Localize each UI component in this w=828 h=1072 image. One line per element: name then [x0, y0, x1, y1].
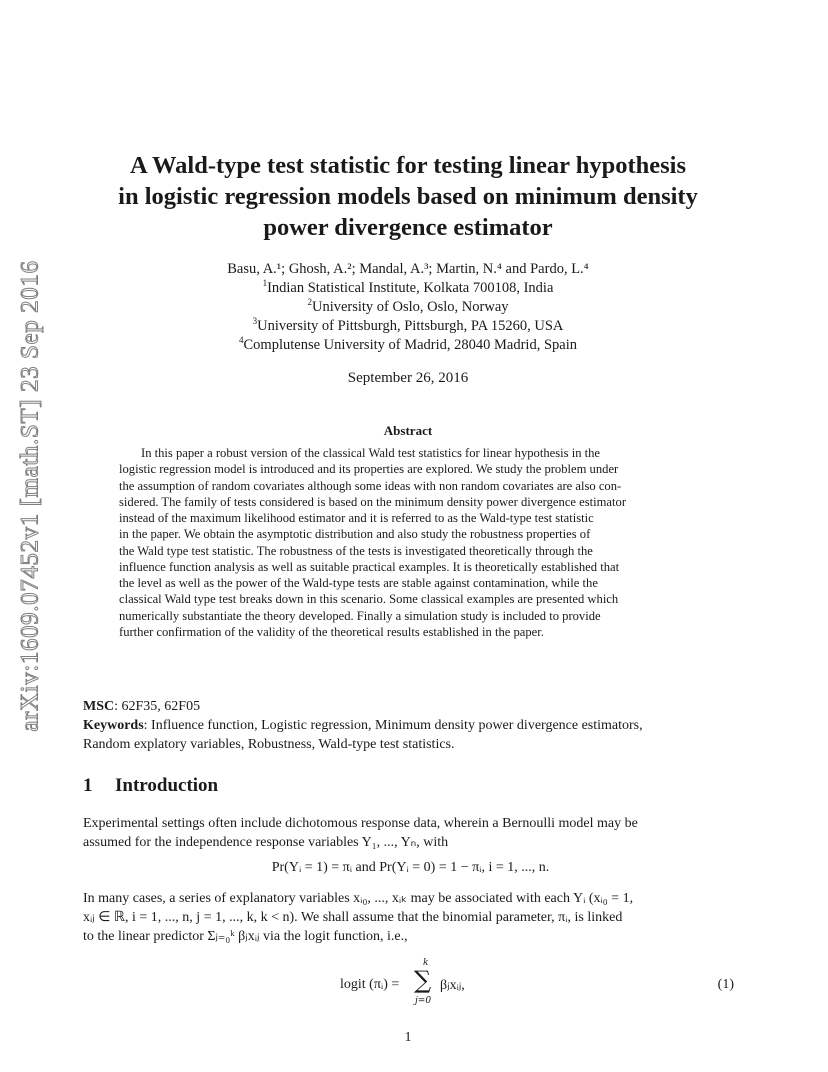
author-block — [60, 260, 756, 355]
paragraph — [83, 889, 738, 946]
title-line: in logistic regression models based on minimum density — [118, 183, 698, 210]
section-title: Introduction — [115, 775, 219, 796]
section-number: 1 — [83, 775, 93, 796]
paragraph-line: assumed for the independence response variables Y₁, ..., Yₙ, with — [83, 835, 449, 850]
abstract-line: instead of the maximum likelihood estimator and it is referred to as the Wald-type test statistic — [119, 511, 594, 525]
classification-block — [83, 697, 743, 754]
equation-number: (1) — [717, 977, 734, 992]
paper-title — [60, 150, 756, 243]
paragraph — [83, 814, 738, 852]
keywords-value: : Influence function, Logistic regression, Minimum density power divergence estimators, — [143, 718, 643, 733]
keywords-line — [83, 716, 743, 735]
msc-label: MSC — [83, 699, 115, 714]
affiliation: $^2$University of Oslo, Oslo, Norway — [307, 297, 509, 315]
abstract-line: the Wald type test statistic. The robustness of the tests is investigated theoretically through the — [119, 543, 593, 558]
abstract-line: In this paper a robust version of the classical Wald test statistics for linear hypothesis in the — [141, 446, 601, 460]
title-line: A Wald-type test statistic for testing linear hypothesis — [129, 152, 686, 179]
arxiv-identifier: arXiv:1609.07452v1 [math.ST] 23 Sep 2016 — [17, 260, 44, 732]
msc-value: : 62F35, 62F05 — [114, 699, 201, 714]
paragraph-line: xᵢⱼ ∈ ℝ, i = 1, ..., n, j = 1, ..., k, k < n). We shall assume that the binomial parameter, πᵢ, is linked — [83, 910, 623, 925]
sum-lower-limit: j=0 — [415, 996, 432, 1006]
summation — [412, 958, 442, 1008]
abstract-body — [119, 445, 699, 640]
abstract-heading: Abstract — [383, 423, 433, 438]
abstract-line: influence function analysis as well as suitable practical examples. It is theoretically established that — [119, 559, 620, 574]
paragraph-line: In many cases, a series of explanatory variables xᵢ₀, ..., xᵢₖ may be associated with each Yᵢ (xᵢ₀ = 1, — [83, 891, 634, 906]
paragraph-line: to the linear predictor Σⱼ₌₀ᵏ βⱼxᵢⱼ via the logit function, i.e., — [83, 929, 408, 944]
abstract-line: in the paper. We obtain the asymptotic distribution and also study the robustness properties of — [119, 527, 591, 542]
arxiv-watermark — [10, 240, 52, 752]
abstract-line: logistic regression model is introduced and its properties are explored. We study the problem under — [119, 462, 619, 477]
equation-lhs: logit (πᵢ) = — [340, 977, 400, 992]
affiliation: $^4$Complutense University of Madrid, 28040 Madrid, Spain — [239, 335, 577, 353]
author-names: Basu, A.¹; Ghosh, A.²; Mandal, A.³; Martin, N.⁴ and Pardo, L.⁴ — [227, 261, 589, 277]
equation-rhs: βⱼxᵢⱼ, — [440, 978, 465, 993]
abstract-line: the level as well as the power of the Wald-type tests are stable against contamination, while the — [119, 576, 598, 590]
section-heading — [83, 775, 218, 797]
title-line: power divergence estimator — [263, 214, 553, 241]
abstract-line: sidered. The family of tests considered is based on the minimum density power divergence estimator — [119, 494, 627, 509]
abstract-line: classical Wald type test breaks down in this scenario. Some classical examples are presented which — [119, 592, 619, 607]
affiliation: $^3$University of Pittsburgh, Pittsburgh, PA 15260, USA — [252, 316, 564, 334]
sum-upper-limit: k — [423, 958, 429, 968]
affiliation: $^1$Indian Statistical Institute, Kolkata 700108, India — [262, 278, 554, 296]
publication-date: September 26, 2016 — [347, 370, 469, 386]
keywords-label: Keywords — [83, 718, 144, 733]
page-number: 1 — [404, 1030, 412, 1045]
abstract-line: numerically substantiate the theory developed. Finally a simulation study is included to provide — [119, 608, 601, 623]
abstract-line: the assumption of random covariates although some ideas with non random covariates are also con- — [119, 478, 622, 493]
sum-symbol: ∑ — [414, 966, 432, 994]
paragraph-line: Experimental settings often include dichotomous response data, wherein a Bernoulli model may be — [83, 816, 638, 831]
equation: Pr(Yᵢ = 1) = πᵢ and Pr(Yᵢ = 0) = 1 − πᵢ, i = 1, ..., n. — [271, 860, 550, 875]
keywords-line: Random explatory variables, Robustness, Wald-type test statistics. — [83, 737, 455, 752]
abstract-line: further confirmation of the validity of the theoretical results established in the paper. — [119, 624, 544, 639]
msc-line — [83, 697, 743, 716]
